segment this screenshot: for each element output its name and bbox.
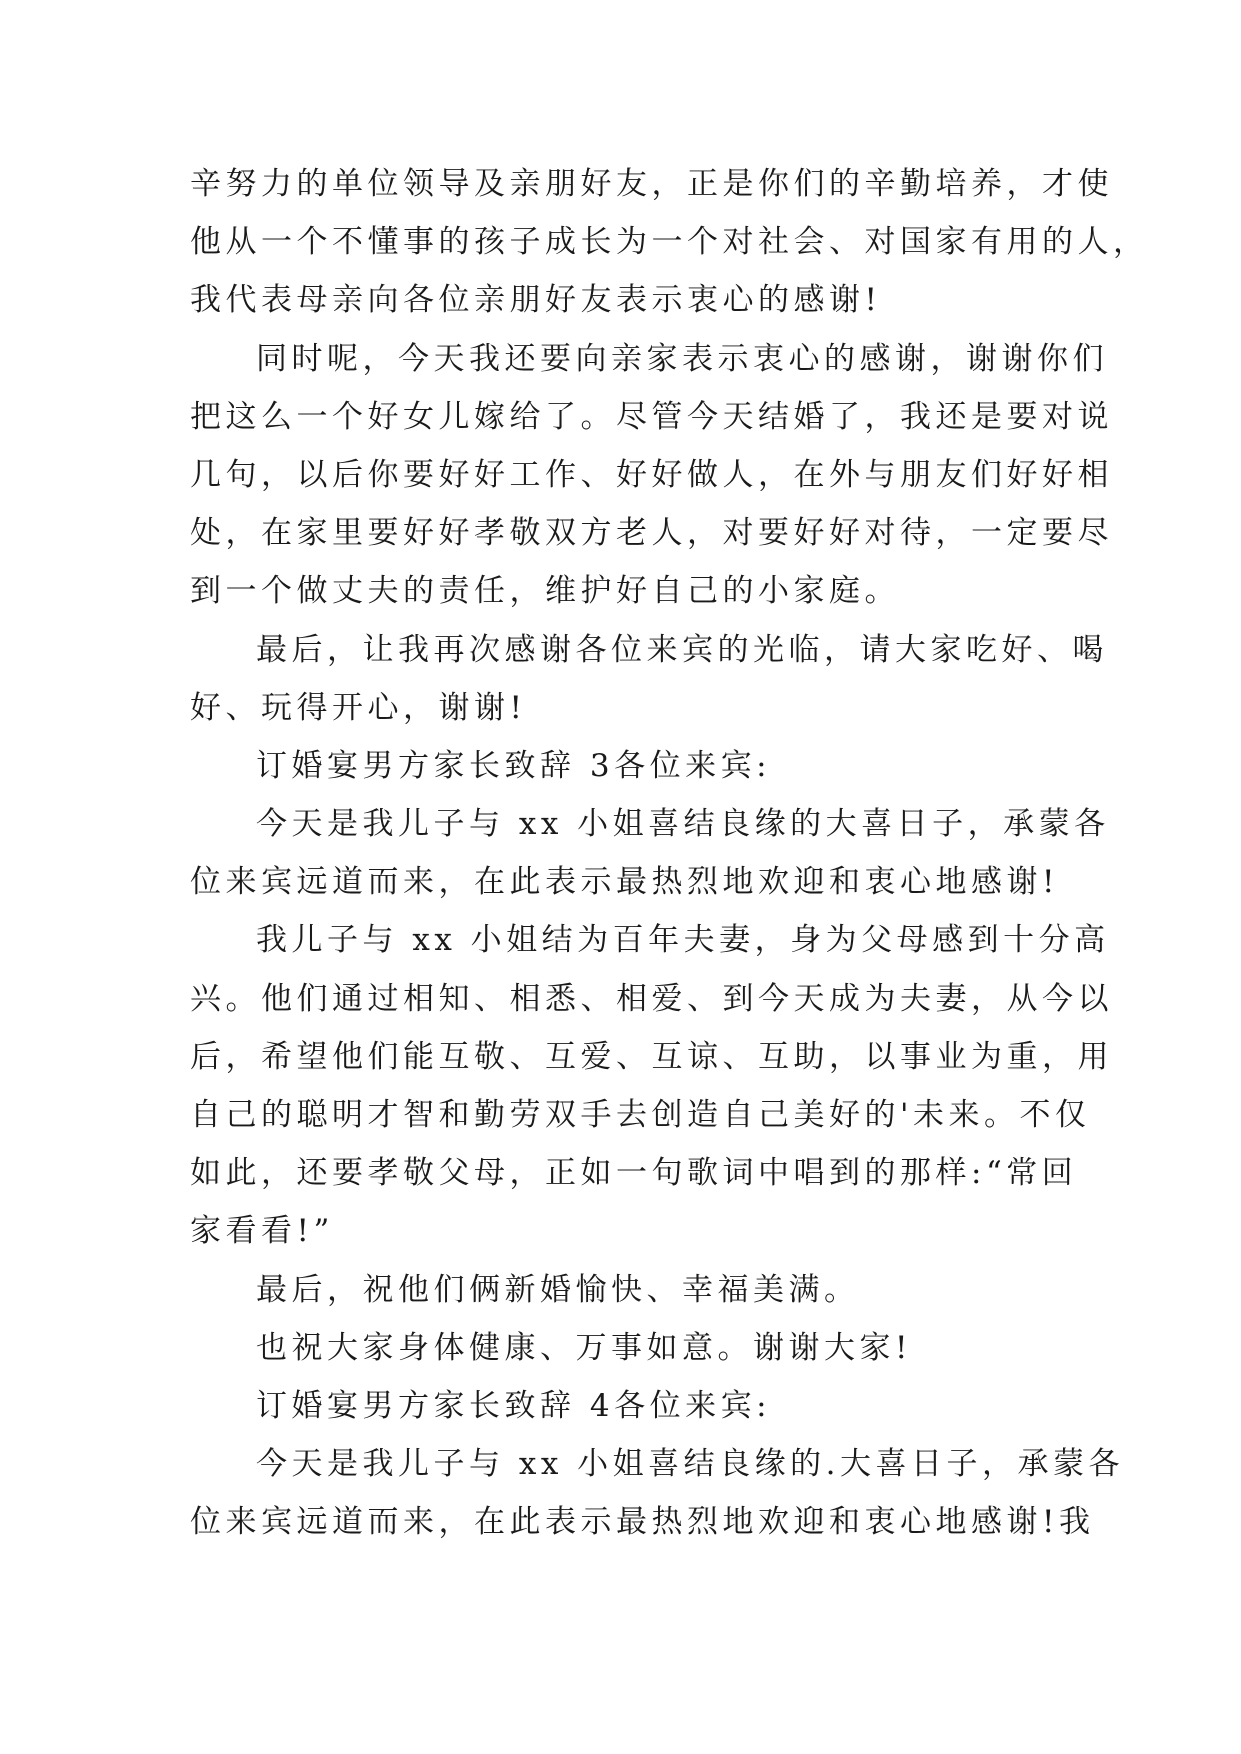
text-line: 最后，让我再次感谢各位来宾的光临，请大家吃好、喝	[256, 631, 1108, 668]
text-line: 辛努力的单位领导及亲朋好友，正是你们的辛勤培养，才使	[190, 166, 1113, 202]
text-line: 我代表母亲向各位亲朋好友表示衷心的感谢!	[190, 282, 882, 319]
text-line: 处，在家里要好好孝敬双方老人，对要好好对待，一定要尽	[190, 515, 1113, 552]
text-line: 后，希望他们能互敬、互爱、互谅、互助，以事业为重，用	[190, 1038, 1113, 1075]
text-line: 订婚宴男方家长致辞 4各位来宾:	[256, 1387, 772, 1424]
text-line: 好、玩得开心，谢谢!	[190, 689, 527, 726]
text-line: 兴。他们通过相知、相悉、相爱、到今天成为夫妻，从今以	[190, 980, 1113, 1017]
text-line: 家看看!”	[190, 1213, 334, 1250]
text-line: 如此，还要孝敬父母，正如一句歌词中唱到的那样:“常回	[190, 1155, 1078, 1192]
text-line: 今天是我儿子与 xx 小姐喜结良缘的大喜日子，承蒙各	[256, 806, 1110, 843]
document-body	[190, 155, 1149, 1552]
text-line: 到一个做丈夫的责任，维护好自己的小家庭。	[190, 573, 900, 610]
text-line: 把这么一个好女儿嫁给了。尽管今天结婚了，我还是要对说	[190, 398, 1113, 435]
text-line: 他从一个不懂事的孩子成长为一个对社会、对国家有用的人，	[190, 224, 1149, 261]
text-line: 几句，以后你要好好工作、好好做人，在外与朋友们好好相	[190, 456, 1113, 493]
text-line: 位来宾远道而来，在此表示最热烈地欢迎和衷心地感谢!	[190, 864, 1059, 901]
text-line: 订婚宴男方家长致辞 3各位来宾:	[256, 747, 772, 784]
text-line: 我儿子与 xx 小姐结为百年夫妻，身为父母感到十分高	[256, 922, 1110, 959]
text-line: 位来宾远道而来，在此表示最热烈地欢迎和衷心地感谢!我	[190, 1504, 1095, 1541]
text-line: 最后，祝他们俩新婚愉快、幸福美满。	[256, 1271, 860, 1308]
text-line: 今天是我儿子与 xx 小姐喜结良缘的.大喜日子，承蒙各	[256, 1446, 1125, 1483]
text-line: 也祝大家身体健康、万事如意。谢谢大家!	[256, 1329, 912, 1366]
text-line: 自己的聪明才智和勤劳双手去创造自己美好的'未来。不仅	[190, 1097, 1091, 1133]
text-line: 同时呢，今天我还要向亲家表示衷心的感谢，谢谢你们	[256, 340, 1108, 377]
